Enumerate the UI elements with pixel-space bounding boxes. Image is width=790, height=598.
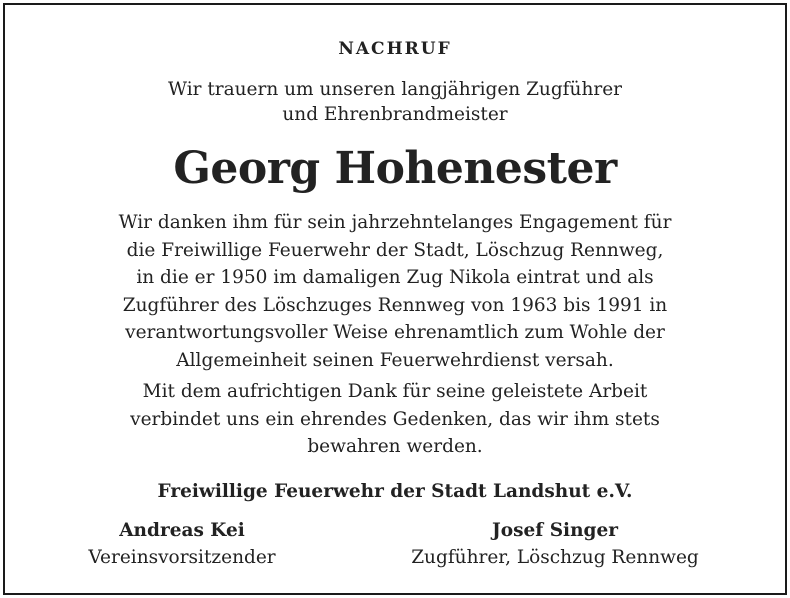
signatory-name: Andreas Kei	[119, 520, 245, 541]
deceased-name: Georg Hohenester	[173, 143, 617, 194]
obituary-notice-frame	[3, 3, 787, 595]
signatory-name: Josef Singer	[492, 520, 618, 541]
intro-line-2: und Ehrenbrandmeister	[282, 104, 508, 125]
signatory-left	[57, 517, 307, 571]
tribute-line: die Freiwillige Feuerwehr der Stadt, Löschzug Rennweg,	[126, 239, 664, 261]
signatory-right	[375, 517, 735, 571]
gratitude-paragraph	[5, 378, 785, 461]
tribute-line: Zugführer des Löschzuges Rennweg von 1963 bis 1991 in	[122, 294, 668, 316]
intro-text	[5, 77, 785, 127]
signatory-role: Vereinsvorsitzender	[88, 547, 276, 568]
tribute-line: in die er 1950 im damaligen Zug Nikola eintrat und als	[136, 267, 654, 288]
gratitude-line: bewahren werden.	[307, 436, 483, 457]
tribute-paragraph	[5, 209, 785, 374]
tribute-line: Allgemeinheit seinen Feuerwehrdienst versah.	[176, 349, 614, 371]
gratitude-line: Mit dem aufrichtigen Dank für seine geleistete Arbeit	[142, 381, 648, 402]
gratitude-line: verbindet uns ein ehrendes Gedenken, das wir ihm stets	[130, 408, 660, 430]
signatory-role: Zugführer, Löschzug Rennweg	[411, 547, 699, 568]
organization-name: Freiwillige Feuerwehr der Stadt Landshut e.V.	[157, 481, 633, 502]
intro-line-1: Wir trauern um unseren langjährigen Zugführer	[168, 79, 622, 100]
notice-heading: NACHRUF	[338, 39, 452, 59]
tribute-line: verantwortungsvoller Weise ehrenamtlich zum Wohle der	[125, 322, 665, 343]
tribute-line: Wir danken ihm für sein jahrzehntelanges Engagement für	[118, 212, 672, 233]
